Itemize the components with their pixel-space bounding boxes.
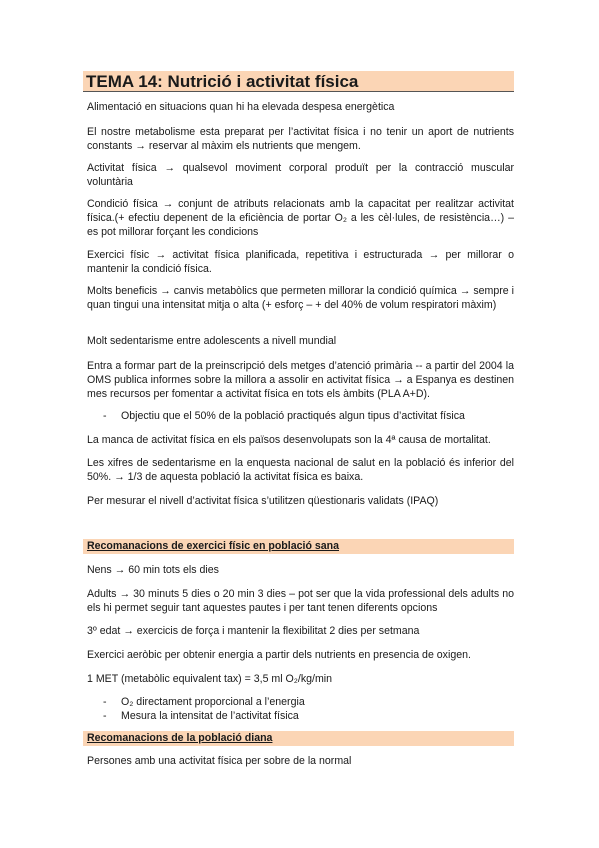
- paragraph: La manca de activitat física en els països desenvolupats son la 4ª causa de mortalitat.: [87, 434, 491, 446]
- paragraph: Activitat física → qualsevol moviment corporal produït per la contracció muscular voluntària: [87, 162, 514, 188]
- list-item: [103, 709, 299, 723]
- list-item: [103, 409, 465, 423]
- paragraph: Alimentació en situacions quan hi ha elevada despesa energètica: [87, 101, 395, 113]
- paragraph: 1 MET (metabòlic equivalent tax) = 3,5 ml O₂/kg/min: [87, 673, 333, 685]
- paragraph: Persones amb una activitat física per sobre de la normal: [87, 755, 352, 767]
- bullet-dash: -: [103, 410, 107, 422]
- paragraph: Nens → 60 min tots els dies: [87, 564, 219, 576]
- list-item: [103, 695, 305, 709]
- paragraph: Per mesurar el nivell d’activitat física s’utilitzen qüestionaris validats (IPAQ): [87, 495, 439, 507]
- bullet-dash: -: [103, 696, 107, 708]
- page-title: TEMA 14: Nutrició i activitat física: [83, 71, 514, 92]
- section-heading: Recomanacions de la població diana: [83, 731, 514, 746]
- paragraph: Exercici aeròbic per obtenir energia a partir dels nutrients en presencia de oxigen.: [87, 649, 471, 661]
- paragraph: Exercici físic → activitat física planificada, repetitiva i estructurada → per millorar o mantenir la condició física.: [87, 249, 514, 275]
- paragraph: El nostre metabolisme esta preparat per l’activitat física i no tenir un aport de nutrients constants → reservar al màxim els nutrients que mengem.: [87, 126, 514, 152]
- section-heading: Recomanacions de exercici físic en població sana: [83, 539, 514, 554]
- bullet-text: Objectiu que el 50% de la població practiqués algun tipus d’activitat física: [121, 410, 465, 422]
- paragraph: Les xifres de sedentarisme en la enquesta nacional de salut en la població és inferior del 50%. → 1/3 de aquesta població la activitat física es baixa.: [87, 457, 514, 483]
- paragraph: 3º edat → exercicis de força i mantenir la flexibilitat 2 dies per setmana: [87, 625, 420, 637]
- paragraph: Adults → 30 minuts 5 dies o 20 min 3 dies – pot ser que la vida professional dels adults no els hi permet seguir tant aquestes pautes i per tant tenen diferents opcions: [87, 588, 514, 614]
- paragraph: Molt sedentarisme entre adolescents a nivell mundial: [87, 335, 337, 347]
- bullet-dash: -: [103, 710, 107, 722]
- paragraph: Entra a formar part de la preinscripció dels metges d’atenció primària -- a partir del 2004 la OMS publica informes sobre la millora a assolir en activitat física → a Espanya es destinen mes recursos per fomentar a activitat física en tots els àmbits (PLA A+D).: [87, 360, 514, 400]
- paragraph: Molts beneficis → canvis metabòlics que permeten millorar la condició química → sempre i quan tingui una intensitat mitja o alta (+ esforç – + del 40% de volum respiratori màxim): [87, 285, 514, 311]
- bullet-text: O₂ directament proporcional a l’energia: [121, 696, 305, 708]
- paragraph: Condició física → conjunt de atributs relacionats amb la capacitat per realitzar activitat física.(+ efectiu depenent de la eficiència de portar O₂ a les cèl·lules, de resistència…) – es pot millorar forçant les condicions: [87, 198, 514, 238]
- bullet-text: Mesura la intensitat de l’activitat física: [121, 710, 299, 722]
